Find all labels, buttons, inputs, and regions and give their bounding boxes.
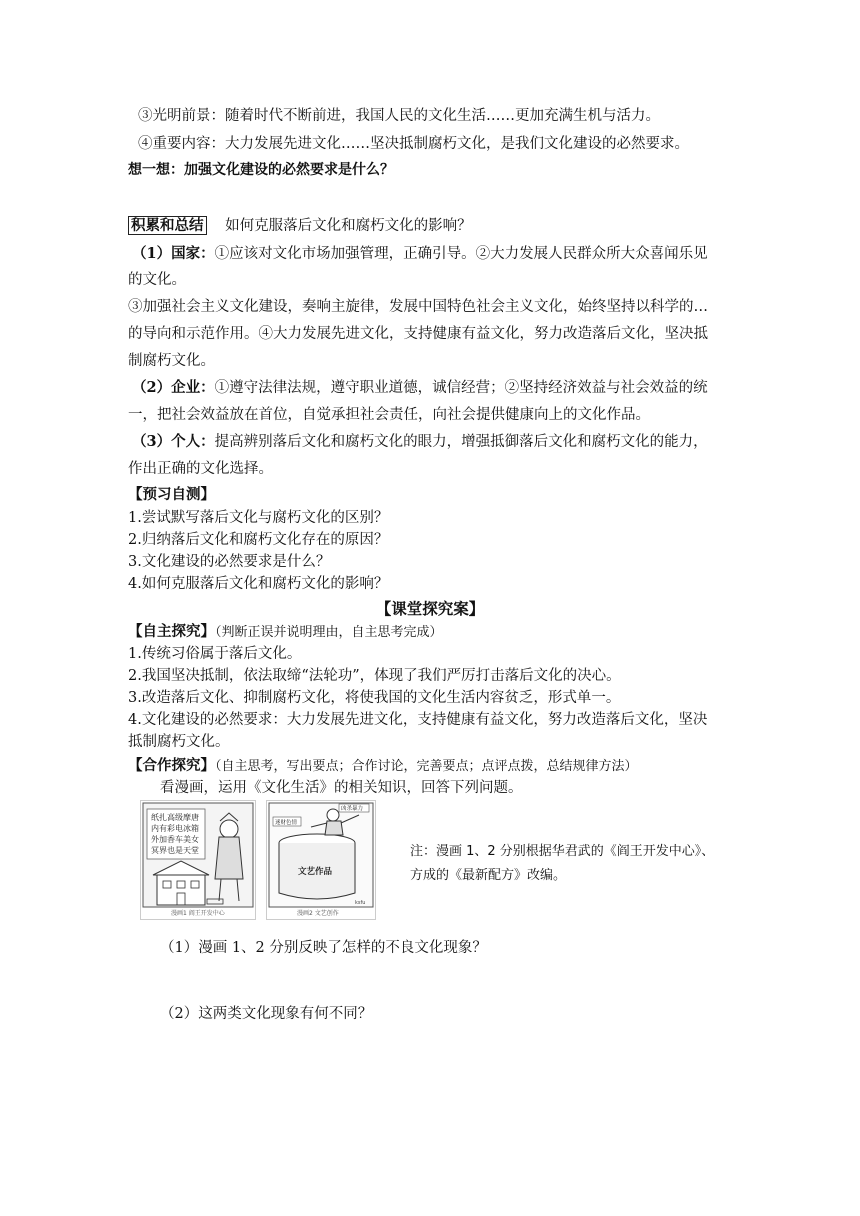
state-line-2: 的文化。 [128,272,186,288]
enterprise-text-1: ①遵守法律法规，遵守职业道德，诚信经营；②坚持经济效益与社会效益的统 [214,380,708,396]
cartoon-2-pot-label: 文艺作品 [298,867,333,877]
preview-question-3: 3.文化建设的必然要求是什么？ [128,554,331,570]
classroom-title: 【课堂探究案】 [375,599,485,618]
self-statement-2: 2.我国坚决抵制，依法取缔“法轮功”，体现了我们严厉打击落后文化的决心。 [128,668,621,684]
preview-question-4: 4.如何克服落后文化和腐朽文化的影响？ [128,576,389,592]
coop-explore-note: （自主思考，写出要点；合作讨论，完善要点；点评点拨，总结规律方法） [215,759,638,774]
cartoon-intro: 看漫画，运用《文化生活》的相关知识，回答下列问题。 [160,780,523,796]
individual-label: （3）个人： [132,433,215,450]
preview-question-1: 1.尝试默写落后文化与腐朽文化的区别？ [128,510,389,526]
state-line-1 [132,244,708,264]
cartoon-1-text-2: 内有彩电冰箱 [151,824,199,833]
coop-question-2: （2）这两类文化现象有何不同？ [160,1006,373,1022]
state-text-1: ①应该对文化市场加强管理，正确引导。②大力发展人民群众所大众喜闻乐见 [214,246,708,262]
self-statement-4-line-2: 抵制腐朽文化。 [128,734,230,750]
coop-explore-heading [128,756,638,777]
summary-question: 如何克服落后文化和腐朽文化的影响？ [225,218,472,234]
state-line-4: 的导向和示范作用。④大力发展先进文化，支持健康有益文化，努力改造落后文化，坚决抵 [128,326,708,342]
enterprise-label: （2）企业： [132,379,215,396]
individual-text-1: 提高辨别落后文化和腐朽文化的眼力，增强抵御落后文化和腐朽文化的能力， [214,434,708,450]
cartoon-2-drawing [267,801,375,919]
self-statement-4-line-1: 4.文化建设的必然要求：大力发展先进文化，支持健康有益文化，努力改造落后文化，坚决 [128,712,708,728]
individual-line-2: 作出正确的文化选择。 [128,461,273,477]
bright-prospect-line: ③光明前景：随着时代不断前进，我国人民的文化生活……更加充满生机与活力。 [138,108,660,124]
preview-question-2: 2.归纳落后文化和腐朽文化存在的原因？ [128,532,389,548]
enterprise-line-1 [132,378,708,398]
cartoon-1-caption: 漫画1 阎王开发中心 [171,910,225,917]
cartoon-2-caption: 漫画2 文艺创作 [297,910,339,917]
cartoon-1-drawing [141,801,255,919]
cartoon-2-tag-2: 凶杀暴力 [341,806,364,812]
self-explore-label: 【自主探究】 [128,623,215,640]
cartoon-2-signature: ksfu [355,900,366,906]
cartoon-1-text-4: 冥界也是天堂 [151,846,199,855]
enterprise-line-2: 一，把社会效益放在首位，自觉承担社会责任，向社会提供健康向上的文化作品。 [128,407,650,423]
cartoon-2-tag-1: 迷财色情 [275,820,298,826]
cartoon-note-line-1: 注：漫画 1、2 分别根据华君武的《阎王开发中心》、 [410,844,715,859]
self-explore-note: （判断正误并说明理由，自主思考完成） [215,625,443,640]
state-label: （1）国家： [132,245,215,262]
individual-line-1 [132,432,708,452]
coop-question-1: （1）漫画 1、2 分别反映了怎样的不良文化现象？ [160,940,487,956]
cartoon-note-line-2: 方成的《最新配方》改编。 [410,868,567,883]
cartoon-1-image [140,800,256,920]
cartoon-1-text-1: 纸扎高级摩唐 [151,813,199,822]
summary-tag: 积累和总结 [128,216,207,235]
preview-heading: 【预习自测】 [128,486,215,503]
coop-explore-label: 【合作探究】 [128,757,215,774]
think-question: 想一想：加强文化建设的必然要求是什么？ [128,162,394,178]
cartoon-2-image [266,800,376,920]
state-line-3: ③加强社会主义文化建设，奏响主旋律，发展中国特色社会主义文化，始终坚持以科学的… [128,299,708,315]
summary-heading [128,216,472,236]
cartoon-1-text-3: 外加香车美女 [151,835,199,844]
important-content-line: ④重要内容：大力发展先进文化……坚决抵制腐朽文化，是我们文化建设的必然要求。 [138,136,689,152]
self-explore-heading [128,622,443,643]
state-line-5: 制腐朽文化。 [128,353,215,369]
self-statement-1: 1.传统习俗属于落后文化。 [128,646,302,662]
self-statement-3: 3.改造落后文化、抑制腐朽文化，将使我国的文化生活内容贫乏，形式单一。 [128,690,621,706]
